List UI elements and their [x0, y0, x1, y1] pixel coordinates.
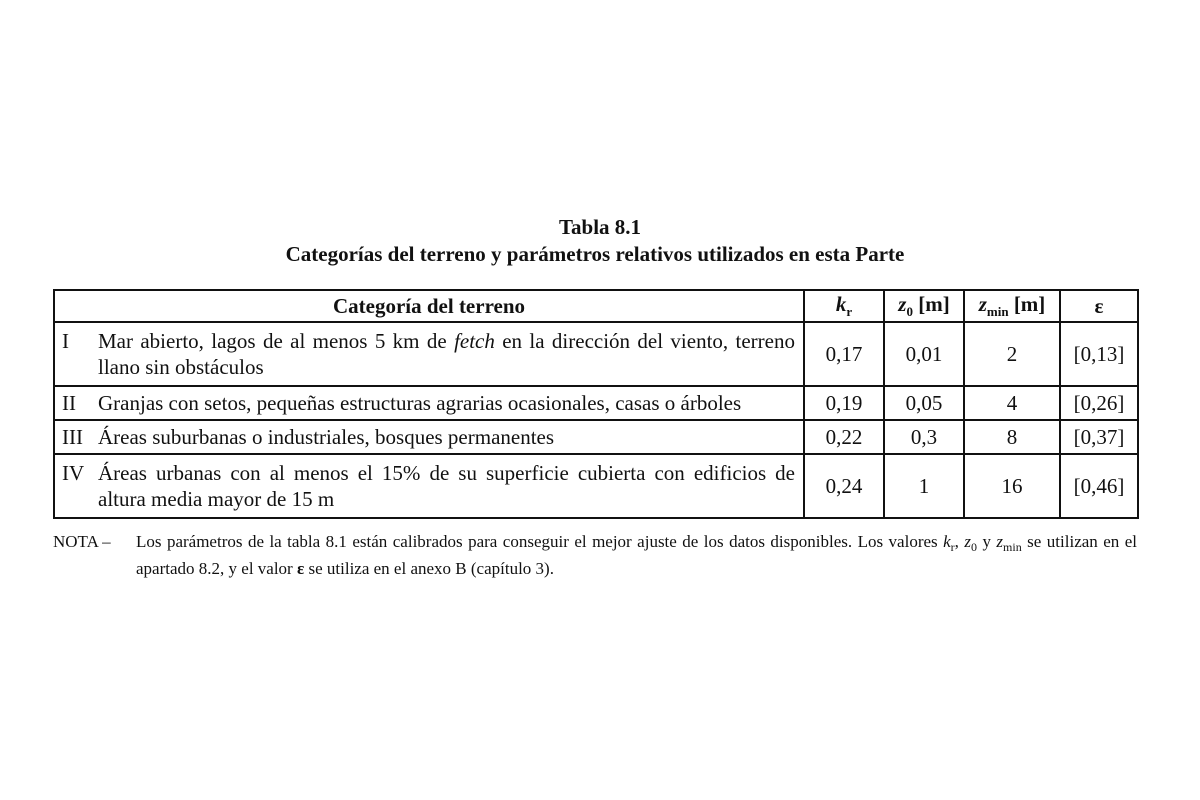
header-epsilon: ε — [1060, 290, 1138, 322]
z0-unit: [m] — [912, 292, 950, 316]
category-cell — [54, 420, 804, 454]
kr-value: 0,19 — [804, 386, 884, 420]
category-description: Áreas suburbanas o industriales, bosques permanentes — [98, 425, 555, 449]
kr-value: 0,22 — [804, 420, 884, 454]
note-epsilon-symbol: ε — [296, 559, 305, 578]
category-roman: I — [62, 329, 69, 353]
table-row — [54, 454, 1138, 518]
header-category: Categoría del terreno — [54, 290, 804, 322]
note-part: , — [954, 532, 965, 551]
z0-value: 0,3 — [884, 420, 964, 454]
note-z0-subscript: 0 — [971, 540, 977, 554]
zmin-value: 2 — [964, 322, 1060, 386]
desc-part: Mar abierto, lagos de al menos 5 km de — [98, 329, 455, 353]
table-header-row — [54, 290, 1138, 322]
table-caption-title: Categorías del terreno y parámetros relativos utilizados en esta Parte — [285, 242, 905, 266]
note-part: se utiliza en el anexo B (capítulo 3). — [304, 559, 554, 578]
category-roman: III — [62, 425, 83, 449]
kr-value: 0,24 — [804, 454, 884, 518]
note-z0-symbol: z — [964, 532, 971, 551]
kr-subscript: r — [846, 304, 853, 319]
header-kr — [804, 290, 884, 322]
note-zmin-symbol: z — [996, 532, 1004, 551]
category-description: Granjas con setos, pequeñas estructuras agrarias ocasionales, casas o árboles — [98, 391, 742, 415]
epsilon-value: [0,46] — [1060, 454, 1138, 518]
note-text — [136, 531, 1137, 579]
z0-value: 1 — [884, 454, 964, 518]
zmin-unit: [m] — [1008, 292, 1046, 316]
desc-part: en la dirección del viento, terreno llano sin obstáculos — [98, 329, 795, 379]
z0-symbol: z — [898, 292, 907, 316]
table-row — [54, 322, 1138, 386]
table-caption-number: Tabla 8.1 — [558, 215, 642, 239]
note-part: y — [977, 532, 997, 551]
epsilon-value: [0,37] — [1060, 420, 1138, 454]
category-cell — [54, 454, 804, 518]
desc-italic-term: fetch — [454, 329, 495, 353]
zmin-value: 16 — [964, 454, 1060, 518]
z0-value: 0,01 — [884, 322, 964, 386]
category-roman: II — [62, 391, 76, 415]
note-label: NOTA – — [53, 532, 111, 551]
category-description: Áreas urbanas con al menos el 15% de su superficie cubierta con edificios de altura media mayor de 15 m — [98, 461, 795, 511]
kr-value: 0,17 — [804, 322, 884, 386]
note-part: Los parámetros de la tabla 8.1 están calibrados para conseguir el mejor ajuste de los datos disponibles. Los valores — [136, 532, 944, 551]
note-zmin-subscript: min — [1003, 540, 1022, 554]
epsilon-value: [0,13] — [1060, 322, 1138, 386]
z0-value: 0,05 — [884, 386, 964, 420]
z0-subscript: 0 — [906, 304, 913, 319]
category-description — [98, 328, 795, 380]
table-row — [54, 420, 1138, 454]
note-part: se utilizan en el apartado 8.2, y el valor — [136, 532, 1138, 578]
header-zmin — [964, 290, 1060, 322]
table-row — [54, 386, 1138, 420]
terrain-categories-table — [53, 289, 1139, 519]
note-kr-symbol: k — [943, 532, 951, 551]
zmin-value: 4 — [964, 386, 1060, 420]
category-cell — [54, 386, 804, 420]
note-kr-subscript: r — [950, 540, 955, 554]
category-cell — [54, 322, 804, 386]
kr-symbol: k — [835, 292, 847, 316]
header-z0 — [884, 290, 964, 322]
zmin-value: 8 — [964, 420, 1060, 454]
category-roman: IV — [62, 461, 85, 485]
zmin-symbol: z — [978, 292, 987, 316]
zmin-subscript: min — [986, 304, 1009, 319]
epsilon-value: [0,26] — [1060, 386, 1138, 420]
table-note — [53, 531, 1137, 579]
